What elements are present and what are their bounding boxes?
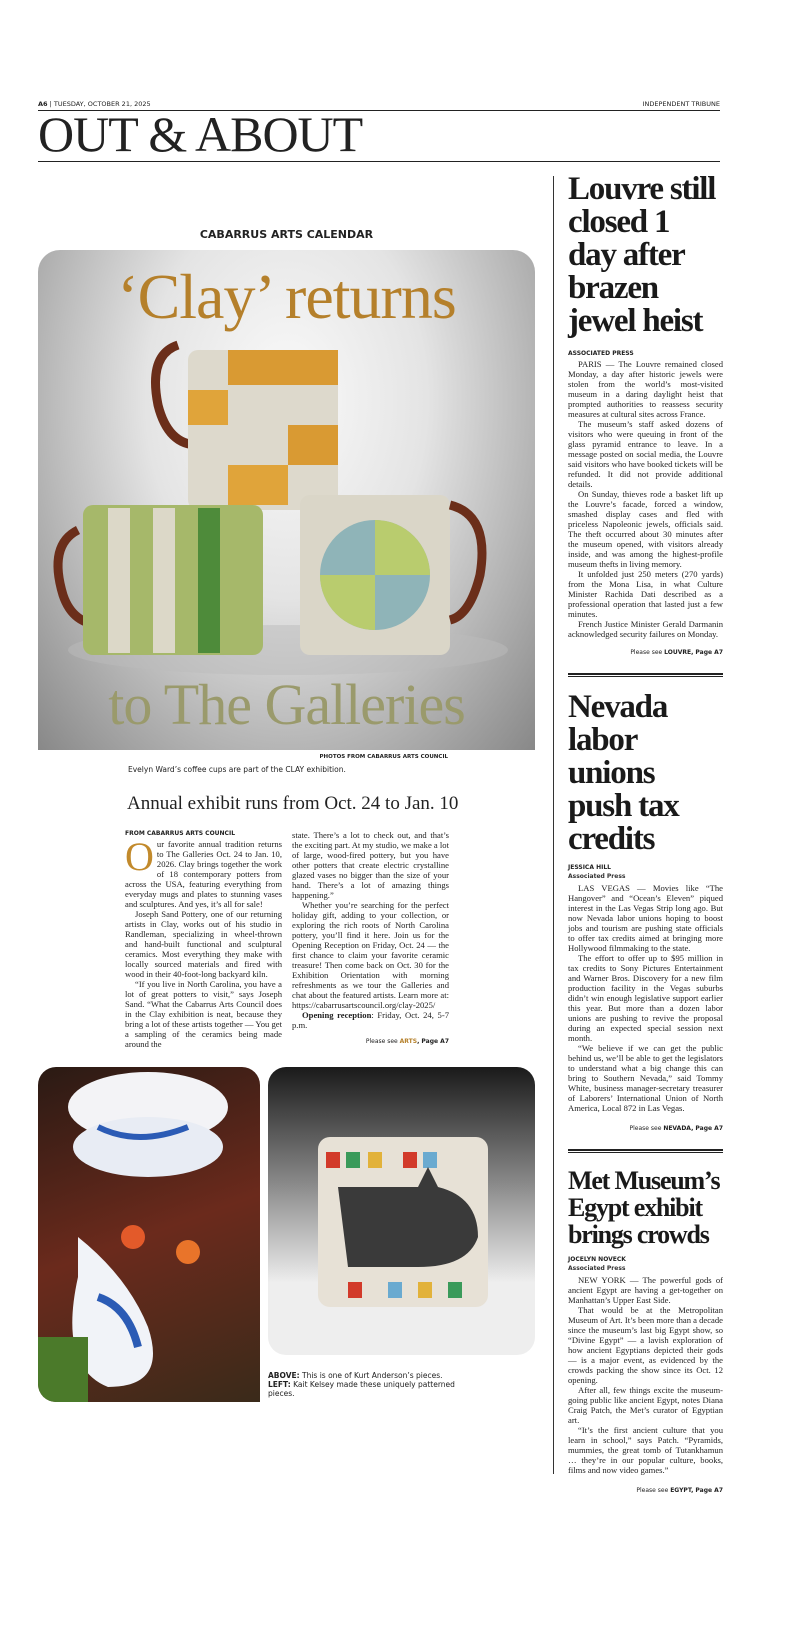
column-divider [553,176,554,1474]
story-byline: JOCELYN NOVECK [568,1256,626,1263]
story-affiliation: Associated Press [568,1265,626,1272]
hero-photo [38,250,535,750]
divider [568,673,723,677]
feature-article [38,792,535,1402]
story-egypt: Met Museum’s Egypt exhibit brings crowds JOCELYN NOVECK Associated Press NEW YORK — The powerful gods of ancient Egypt are having a get-together on Manhattan’s Upper East Side. That would be at the Metropolitan Museum of Art. It’s been more than a decade since the museum’s last big Egypt show, so “Divine Egypt” — a lavish exploration of how ancient Egyptians depicted their gods — is a major event, as evidenced by the crowds packing the show since its Oct. 12 opening. After all, few things excite the museum-going public like ancient Egypt, notes Diana Craig Patch, the Met’s curator of Egyptian art. “It’s the first ancient culture that you learn in school,” says Patch. “Pyramids, mummies, the great tomb of Tutankhamun … they’re in our popular culture, books, films and now video games.” Please see EGYPT, Page A7 [568,1166,723,1494]
pottery-illustration [38,1067,260,1402]
story-byline: ASSOCIATED PRESS [568,350,634,357]
paragraph: Joseph Sand Pottery, one of our returning artists in Clay, works out of his studio in Randleman, specializing in wheel-thrown and hand-built functional and sculptural ceramics. Most everything they make with locally sourced materials and fired with wood in their 40-foot-long backyard kiln. [125,909,282,979]
divider [38,161,720,162]
story-headline[interactable]: Louvre still closed 1 day after brazen jewel heist [568,171,716,339]
feature-kicker: CABARRUS ARTS CALENDAR [199,228,374,241]
jump-link-arts[interactable]: Please see ARTS, Page A7 [365,1038,449,1045]
cat-cup-illustration [268,1067,535,1355]
masthead-bar: A6 | TUESDAY, OCTOBER 21, 2025 INDEPENDENT TRIBUNE [38,100,720,111]
jump-link-nevada[interactable]: Please see NEVADA, Page A7 [629,1125,723,1132]
issue-date: TUESDAY, OCTOBER 21, 2025 [53,100,151,108]
paragraph: state. There’s a lot to check out, and that’s the exciting part. At my studio, we make a lot of large, wood-fired pottery, but you have other potters that create electric crystalline glazed vases no bigger than the size of your hand. There’s a lot of amazing things happening.” [292,830,449,900]
reception-text: : Friday, Oct. 24, 5-7 p.m. [292,1010,449,1030]
story-byline: JESSICA HILL [568,864,611,871]
feature-headline: Annual exhibit runs from Oct. 24 to Jan. 10 [127,793,459,814]
story-headline[interactable]: Met Museum’s Egypt exhibit brings crowds [568,1166,720,1249]
right-rail [568,173,723,1495]
paper-name: INDEPENDENT TRIBUNE [642,100,720,108]
hero-title-bottom: to The Galleries [108,672,465,737]
feature-column-1 [125,830,282,1049]
story-louvre: Louvre still closed 1 day after brazen jewel heist ASSOCIATED PRESS PARIS — The Louvre remained closed Monday, a day after historic jewels were stolen from the world’s most-visited museum in a daring daylight heist that prompted authorities to reassess security measures at cultural sites across France. The museum’s staff asked dozens of visitors who were queuing in front of the glass pyramid entrance to leave. In a message posted on social media, the Louvre said visitors who have booked tickets will be refunded. It did not provide additional details. On Sunday, thieves rode a basket lift up the Louvre’s facade, forced a window, smashed display cases and fled with priceless Napoleonic jewels, officials said. The theft occurred about 30 minutes after the museum opened, with visitors already inside, and was among the highest-profile museum thefts in living memory. It unfolded just 250 meters (270 yards) from the Mona Lisa, in what Culture Minister Rachida Dati described as a professional operation that lasted just a few minutes. French Justice Minister Gerald Darmanin acknowledged security failures on Monday. Please see LOUVRE, Page A7 [568,171,723,656]
hero-title-top: ‘Clay’ returns [117,261,456,332]
paragraph: “If you live in North Carolina, you have a lot of great potters to visit,” says Joseph Sand. “What the Cabarrus Arts Council does in the Clay exhibition is neat, because they bring a lot of these artists together — You get a sampling of the ceramics being made around the [125,979,282,1049]
section-title: OUT & ABOUT [38,106,363,162]
drop-cap: O [125,834,154,879]
photo-anderson-piece [268,1067,535,1355]
reception-label: Opening reception [302,1010,372,1020]
paragraph: ur favorite annual tradition returns to The Galleries Oct. 24 to Jan. 10, 2026. Clay brings together the work of 18 contemporary potters from across the USA, featuring everything from everyday mugs and plates to stunning vases and sculptures. And yes, it’s all for sale! [125,839,282,909]
feature-column-2 [292,830,449,1049]
jump-link-egypt[interactable]: Please see EGYPT, Page A7 [636,1487,723,1494]
story-headline[interactable]: Nevada labor unions push tax credits [568,689,679,857]
story-nevada: Nevada labor unions push tax credits JESSICA HILL Associated Press LAS VEGAS — Movies like “The Hangover” and “Ocean’s Eleven” piqued interest in the Las Vegas Strip long ago. But now Nevada labor unions hoping to boost jobs and tourism are pushing state officials to offer tax credits aimed at bringing more Hollywood filmmaking to the state. The effort to offer up to $95 million in tax credits to Sony Pictures Entertainment and Warner Bros. Discovery for a new film production facility in the Vegas suburbs didn’t win enough legislative support earlier this year. But more than a dozen labor unions are pushing to revive the proposal during an expected special session next month. “We believe if we can get the public behind us, we’ll be able to get the legislators to understand what a big change this can bring to Southern Nevada,” said Tommy White, business manager-secretary treasurer of Laborers’ International Union of North America, Local 872 in Las Vegas. Please see NEVADA, Page A7 [568,689,723,1132]
photo-credit: PHOTOS FROM CABARRUS ARTS COUNCIL [319,754,448,760]
jump-link-louvre[interactable]: Please see LOUVRE, Page A7 [630,649,723,656]
paragraph: Whether you’re searching for the perfect holiday gift, adding to your collection, or exploring the rich roots of North Carolina pottery, you’ll find it here. Join us for the Opening Reception on Friday, Oct. 24 — the first chance to claim your favorite ceramic treasure! Then come back on Oct. 30 for the Exhibition Orientation with morning refreshments as we tour the Galleries and chat about the featured artists. Learn more at: https://cabarrusartscouncil.org/clay-2025/ [292,900,449,1010]
photo-caption: Evelyn Ward’s coffee cups are part of the CLAY exhibition. [128,765,346,774]
story-affiliation: Associated Press [568,873,626,880]
page-number: A6 [38,100,48,108]
bottom-photo-caption: ABOVE: This is one of Kurt Anderson’s pieces. LEFT: Kait Kelsey made these uniquely patterned pieces. [268,1371,455,1398]
feature-byline: FROM CABARRUS ARTS COUNCIL [125,830,236,837]
bottom-photos [38,1067,535,1402]
photo-kelsey-pieces [38,1067,260,1402]
divider [568,1149,723,1153]
